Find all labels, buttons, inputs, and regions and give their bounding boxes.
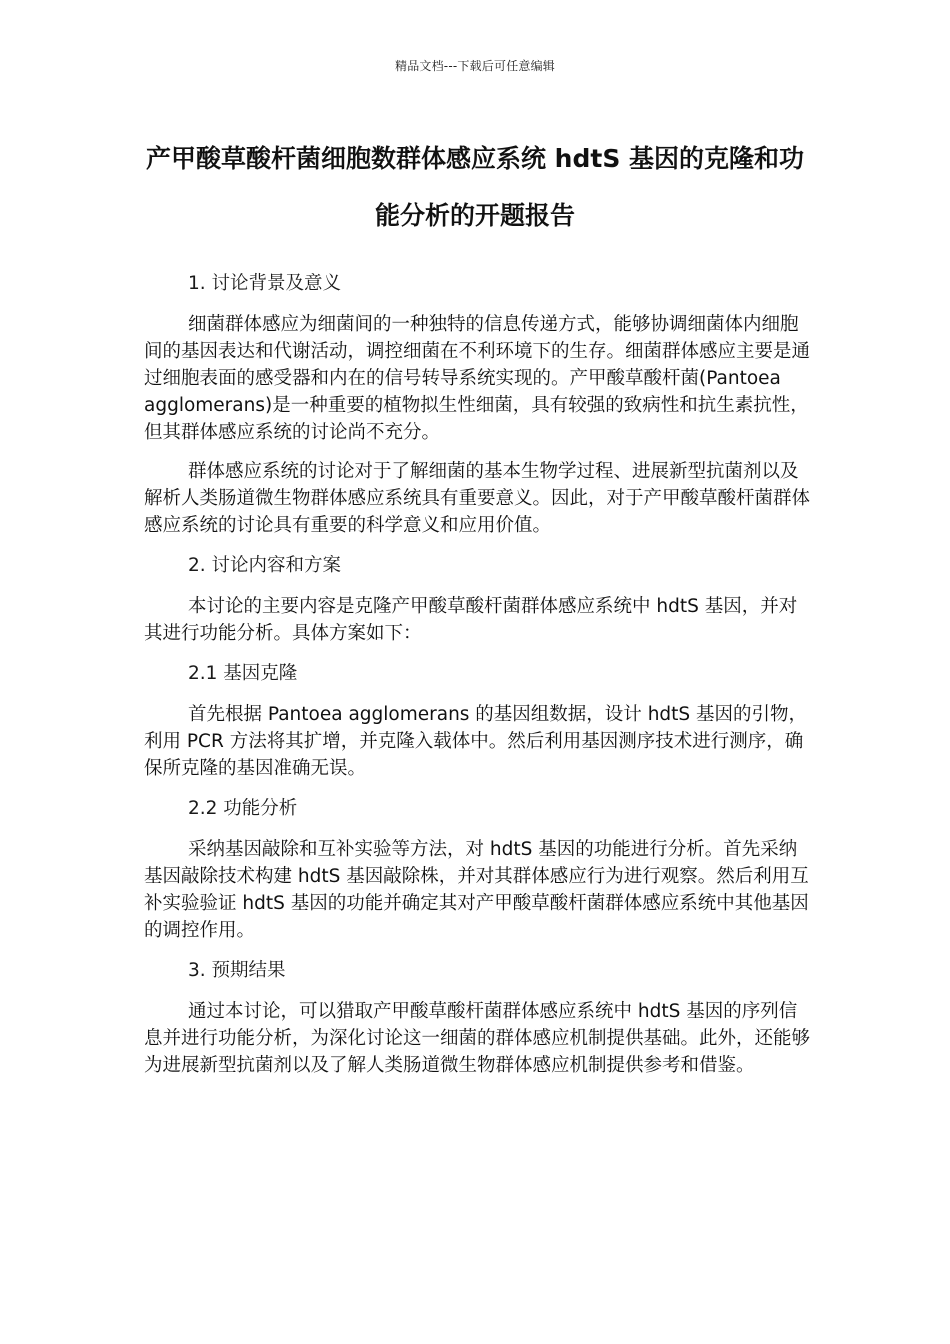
section-function-analysis xyxy=(144,794,812,944)
paragraph: 采纳基因敲除和互补实验等方法，对 hdtS 基因的功能进行分析。首先采纳基因敲除技术构建 hdtS 基因敲除株，并对其群体感应行为进行观察。然后利用互补实验验证 hdtS 基因的功能并确定其对产甲酸草酸杆菌群体感应系统中其他基因的调控作用。 xyxy=(144,839,809,941)
section-heading: 2. 讨论内容和方案 xyxy=(188,555,342,576)
section-background xyxy=(144,269,812,539)
paragraph: 细菌群体感应为细菌间的一种独特的信息传递方式，能够协调细菌体内细胞间的基因表达和代谢活动，调控细菌在不利环境下的生存。细菌群体感应主要是通过细胞表面的感受器和内在的信号转导系统实现的。产甲酸草酸杆菌(Pantoea agglomerans)是一种重要的植物拟生性细菌，具有较强的致病性和抗生素抗性，但其群体感应系统的讨论尚不充分。 xyxy=(144,314,811,443)
section-heading: 2.2 功能分析 xyxy=(188,798,298,819)
paragraph: 本讨论的主要内容是克隆产甲酸草酸杆菌群体感应系统中 hdtS 基因，并对其进行功能分析。具体方案如下： xyxy=(144,596,798,644)
section-expected-results xyxy=(144,956,812,1079)
paragraph: 首先根据 Pantoea agglomerans 的基因组数据，设计 hdtS 基因的引物，利用 PCR 方法将其扩增，并克隆入载体中。然后利用基因测序技术进行测序，确保所克隆的基因准确无误。 xyxy=(144,704,808,779)
section-heading: 3. 预期结果 xyxy=(188,960,286,981)
section-heading: 1. 讨论背景及意义 xyxy=(188,273,342,294)
document-body xyxy=(144,269,812,1091)
section-heading: 2.1 基因克隆 xyxy=(188,663,298,684)
section-gene-cloning xyxy=(144,659,812,782)
paragraph: 群体感应系统的讨论对于了解细菌的基本生物学过程、进展新型抗菌剂以及解析人类肠道微生物群体感应系统具有重要意义。因此，对于产甲酸草酸杆菌群体感应系统的讨论具有重要的科学意义和应用价值。 xyxy=(144,461,811,536)
document-title: 产甲酸草酸杆菌细胞数群体感应系统 hdtS 基因的克隆和功能分析的开题报告 xyxy=(145,144,805,230)
paragraph: 通过本讨论，可以猎取产甲酸草酸杆菌群体感应系统中 hdtS 基因的序列信息并进行功能分析，为深化讨论这一细菌的群体感应机制提供基础。此外，还能够为进展新型抗菌剂以及了解人类肠道微生物群体感应机制提供参考和借鉴。 xyxy=(144,1001,811,1076)
section-content-plan xyxy=(144,551,812,647)
page-header-note: 精品文档---下载后可任意编辑 xyxy=(395,59,555,73)
